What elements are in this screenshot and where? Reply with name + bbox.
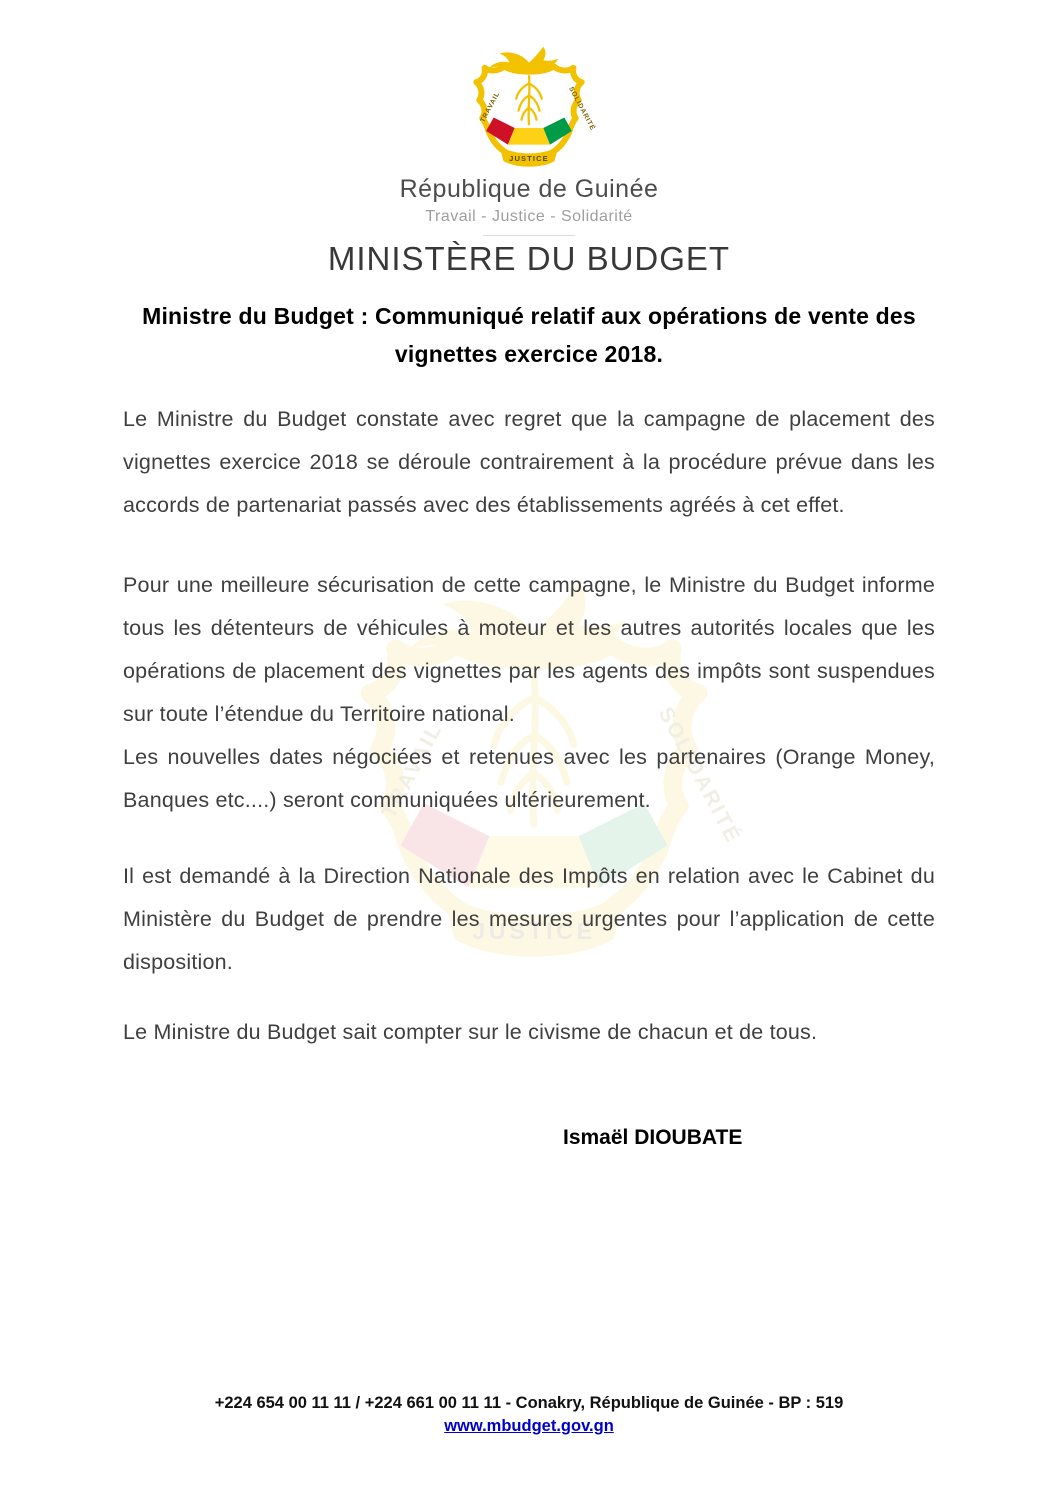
- footer-contact-line: +224 654 00 11 11 / +224 661 00 11 11 - Conakry, République de Guinée - BP : 519: [214, 1394, 844, 1412]
- ministry-name: MINISTÈRE DU BUDGET: [327, 240, 731, 278]
- header-divider: [483, 235, 575, 236]
- minister-signature: Ismaël DIOUBATE: [563, 1126, 743, 1149]
- signature-row: [123, 1126, 935, 1150]
- paragraph-2: Pour une meilleure sécurisation de cette campagne, le Ministre du Budget informe tous les détenteurs de véhicules à moteur et les autres autorités locales que les opérations de placement des vignettes par les agents des impôts sont suspendues sur toute l’étendue du Territoire national.: [123, 573, 935, 726]
- paragraph-5: Le Ministre du Budget sait compter sur le civisme de chacun et de tous.: [123, 1020, 818, 1044]
- guinea-coat-of-arms-logo: [450, 40, 608, 172]
- document-footer: [0, 1392, 1058, 1438]
- paragraph-1: Le Ministre du Budget constate avec regret que la campagne de placement des vignettes exercice 2018 se déroule contrairement à la procédure prévue dans les accords de partenariat passés avec des établissements agréés à cet effet.: [123, 407, 935, 517]
- communique-body: [123, 398, 935, 1054]
- national-motto: Travail - Justice - Solidarité: [425, 208, 633, 226]
- paragraph-4: Il est demandé à la Direction Nationale des Impôts en relation avec le Cabinet du Ministère du Budget de prendre les mesures urgentes pour l’application de cette disposition.: [123, 864, 935, 974]
- paragraph-3: Les nouvelles dates négociées et retenues avec les partenaires (Orange Money, Banques etc....) seront communiquées ultérieurement.: [123, 745, 935, 812]
- republic-name: République de Guinée: [399, 175, 659, 204]
- document-header: [0, 40, 1058, 278]
- website-link[interactable]: www.mbudget.gov.gn: [444, 1417, 614, 1435]
- communique-title: Ministre du Budget : Communiqué relatif aux opérations de vente des vignettes exercice 2018.: [142, 303, 916, 367]
